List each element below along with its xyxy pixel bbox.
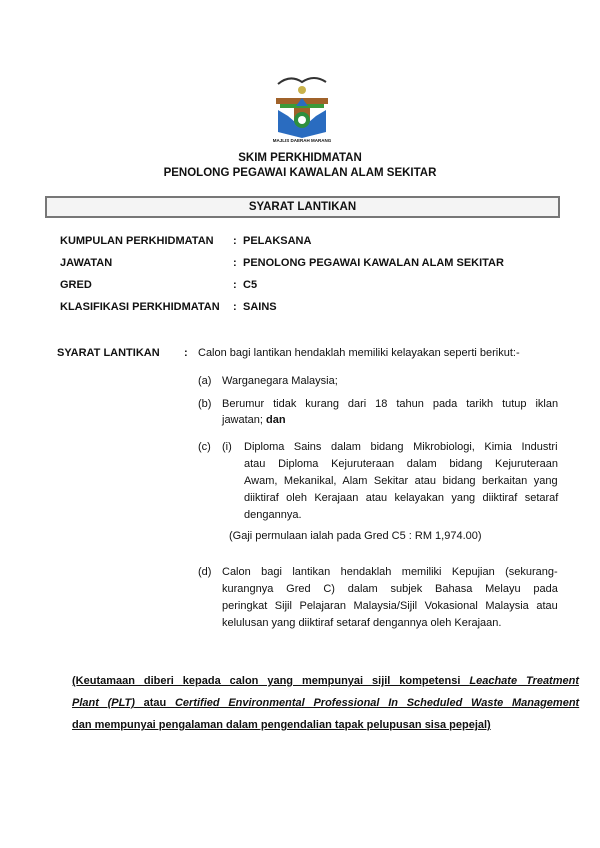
salary-note: (Gaji permulaan ialah pada Gred C5 : RM 1,974.00) (229, 530, 482, 542)
item-text: kelulusan yang diiktiraf setaraf dengannya oleh Kerajaan. (222, 617, 502, 629)
item-text (222, 414, 286, 426)
item-text: Berumur tidak kurang dari 18 tahun pada tarikh tutup iklan (222, 398, 559, 410)
requirements-label: SYARAT LANTIKAN (57, 347, 160, 359)
field-colon: : (233, 235, 237, 247)
scheme-title: SKIM PERKHIDMATAN (238, 152, 362, 164)
item-text: peringkat Sijil Pelajaran Malaysia/Sijil Vokasional Malaysia atau (222, 600, 558, 612)
field-label: JAWATAN (60, 257, 113, 269)
item-text-line: jawatan; (222, 414, 263, 426)
item-text: Calon bagi lantikan hendaklah memiliki Kepujian (sekurang- (222, 566, 558, 578)
field-colon: : (233, 257, 237, 269)
field-label: GRED (60, 279, 92, 291)
preference-italic: Leachate Treatment (469, 675, 580, 687)
section-title: SYARAT LANTIKAN (45, 196, 560, 218)
item-text: Awam, Mekanikal, Alam Sekitar atau bidang berkaitan yang (244, 475, 558, 487)
item-marker: (c) (198, 441, 211, 453)
field-value: C5 (243, 279, 258, 291)
field-colon: : (233, 301, 237, 313)
item-marker: (d) (198, 566, 212, 578)
preference-line (72, 697, 579, 709)
field-label: KLASIFIKASI PERKHIDMATAN (60, 301, 220, 313)
item-text: dengannya. (244, 509, 302, 521)
preference-text: (Keutamaan diberi kepada calon yang mempunyai sijil kompetensi (72, 675, 470, 687)
item-text: Diploma Sains dalam bidang Mikrobiologi, Kimia Industri (244, 441, 558, 453)
item-bold-word: dan (266, 414, 286, 426)
item-text: diiktiraf oleh Kerajaan atau kelayakan yang diiktiraf setaraf (244, 492, 559, 504)
logo (270, 70, 334, 146)
field-colon: : (233, 279, 237, 291)
field-label: KUMPULAN PERKHIDMATAN (60, 235, 214, 247)
item-marker: (a) (198, 375, 212, 387)
preference-italic: Plant (PLT) (72, 697, 135, 709)
position-title: PENOLONG PEGAWAI KAWALAN ALAM SEKITAR (163, 167, 437, 179)
logo-caption: MAJLIS DAERAH MARANG (272, 138, 332, 143)
preference-italic: Certified Environmental Professional In Scheduled Waste Management (174, 697, 580, 709)
preference-text: atau (134, 697, 175, 709)
field-value: PENOLONG PEGAWAI KAWALAN ALAM SEKITAR (243, 257, 504, 269)
item-text: kurangnya Gred C) dalam subjek Bahasa Melayu pada (222, 583, 558, 595)
item-text: atau Diploma Kejuruteraan dalam bidang Kejuruteraan (244, 458, 559, 470)
item-text: Warganegara Malaysia; (222, 375, 338, 387)
requirements-colon: : (184, 347, 188, 359)
requirements-intro: Calon bagi lantikan hendaklah memiliki kelayakan seperti berikut:- (198, 347, 520, 359)
preference-line: dan mempunyai pengalaman dalam pengendalian tapak pelupusan sisa pepejal) (72, 719, 491, 731)
sub-marker: (i) (222, 441, 232, 453)
item-marker: (b) (198, 398, 212, 410)
preference-line (72, 675, 579, 687)
field-value: PELAKSANA (243, 235, 312, 247)
field-value: SAINS (243, 301, 277, 313)
